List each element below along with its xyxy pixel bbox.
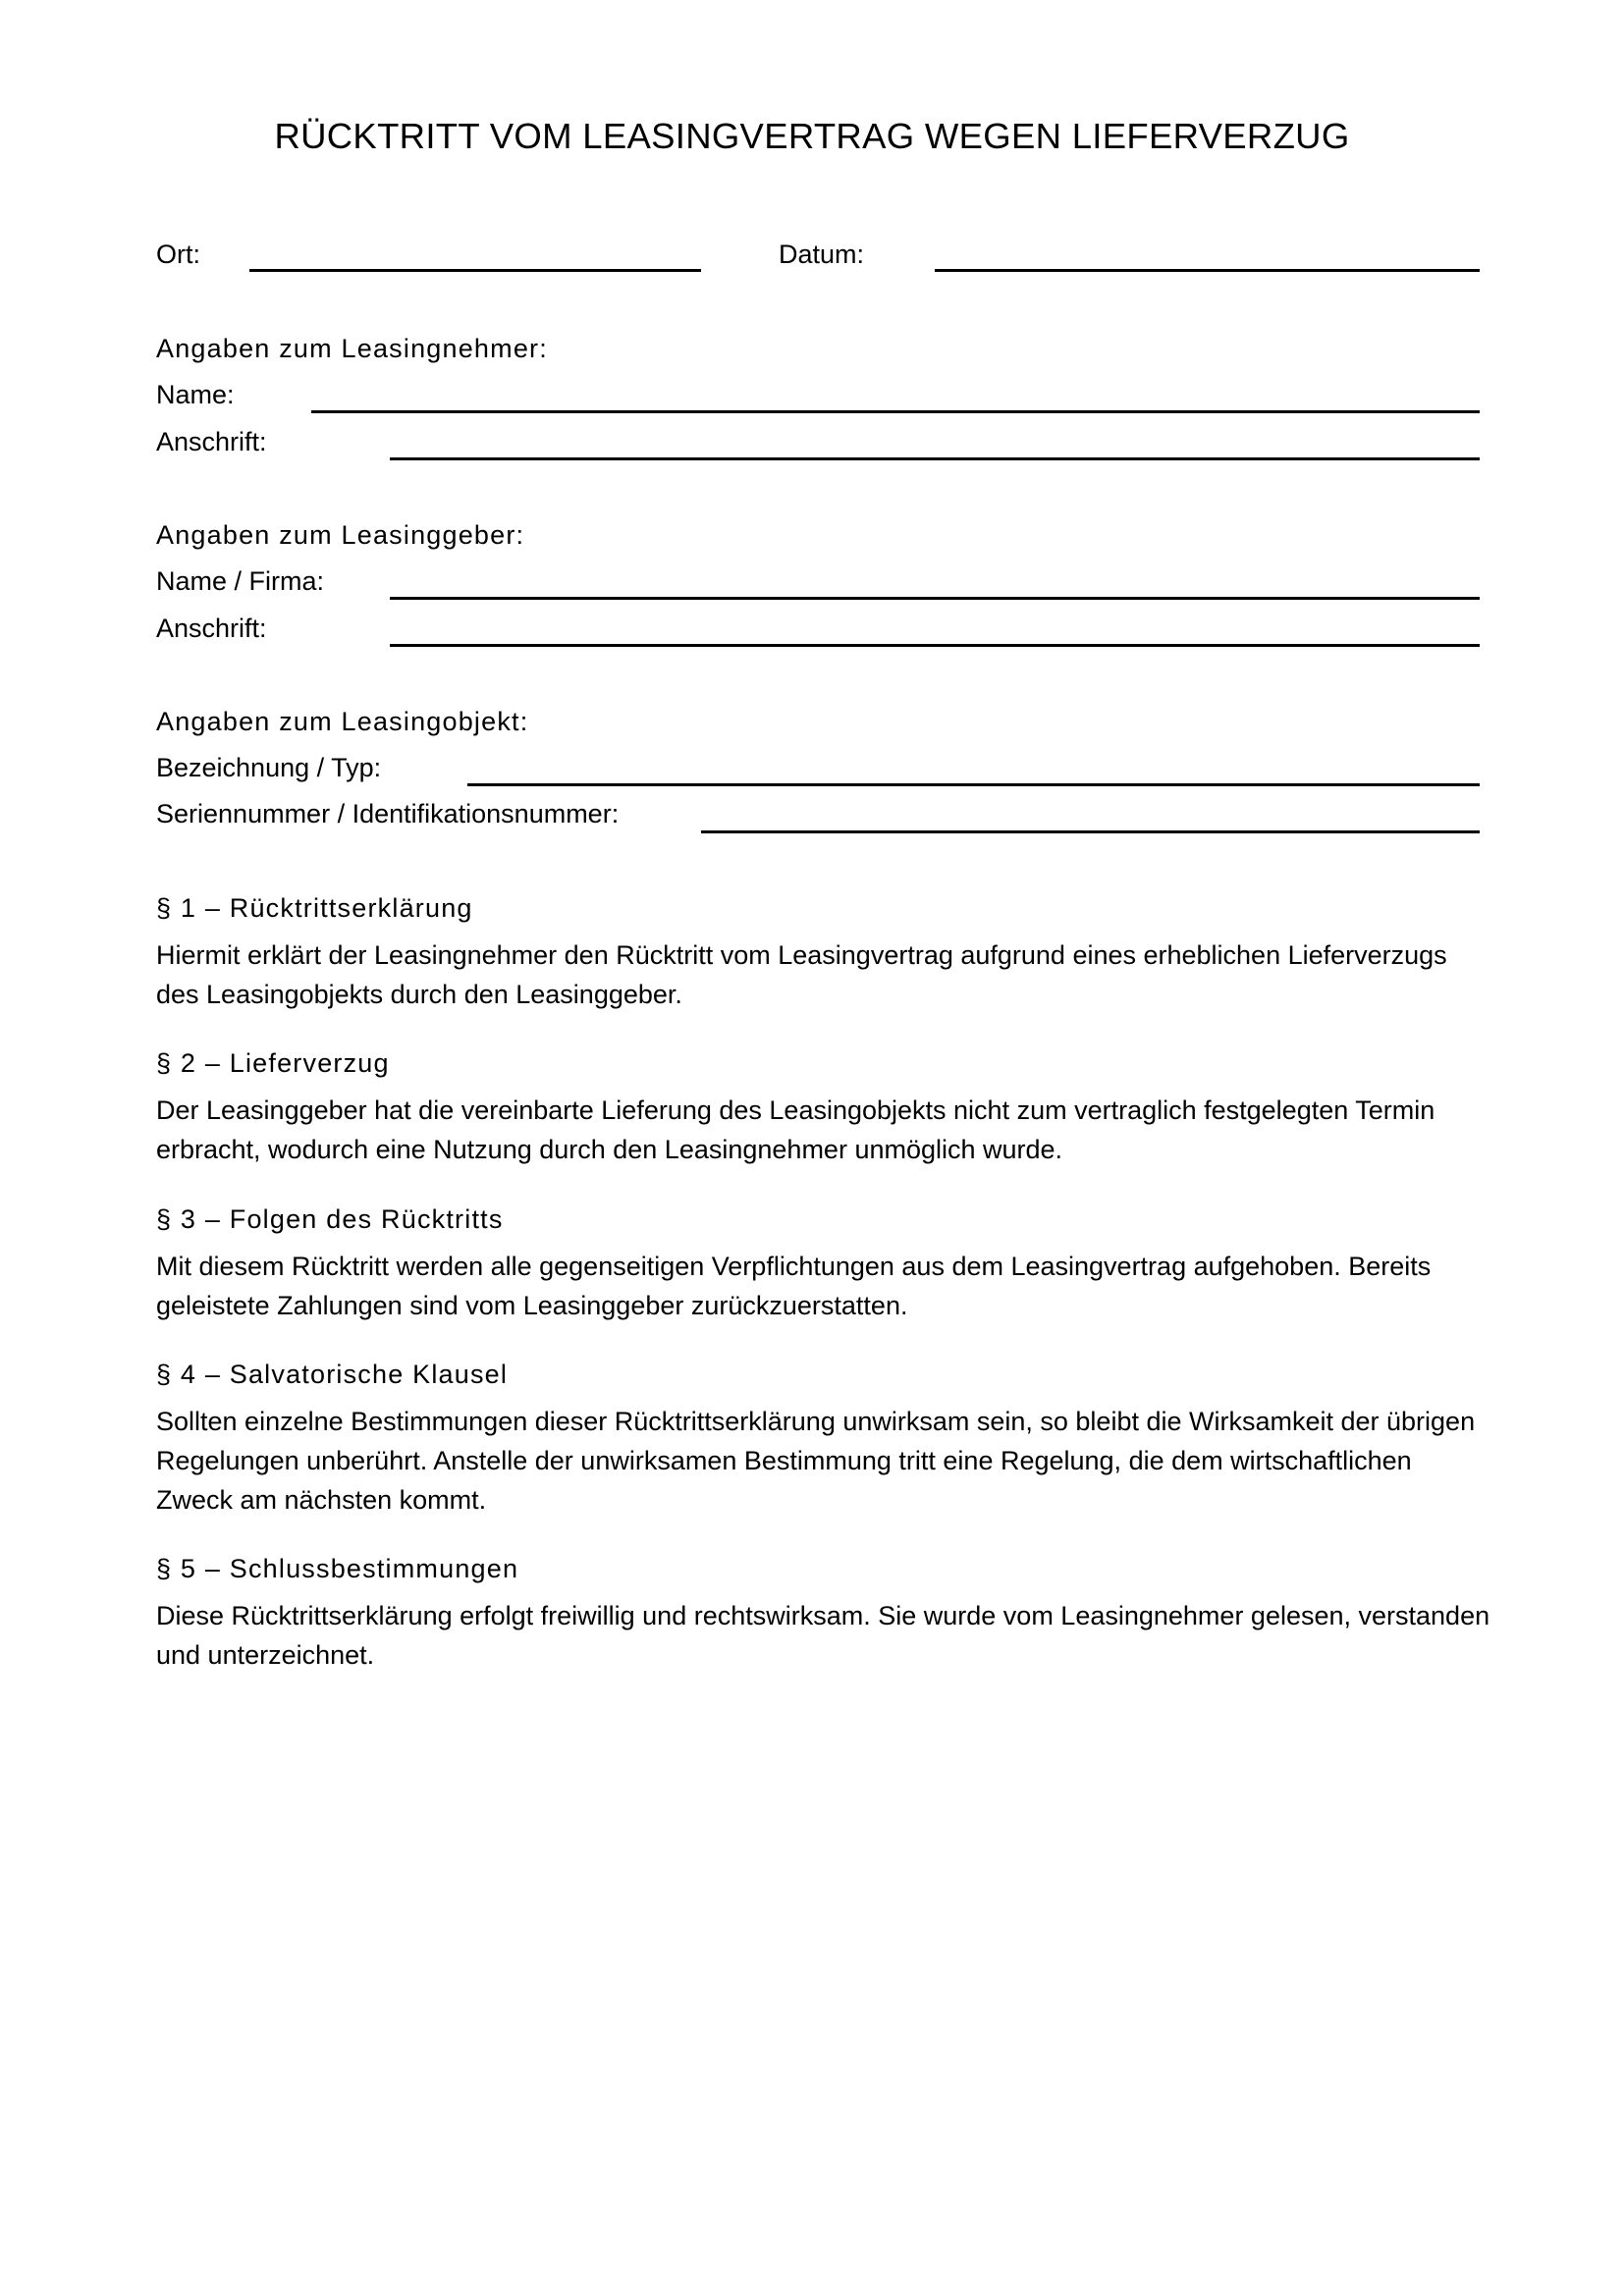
section-5-text: Diese Rücktrittserklärung erfolgt freiwillig und rechtswirksam. Sie wurde vom Leasingnehmer gelesen, verstanden und unterzeichnet. bbox=[156, 1601, 1490, 1670]
leasinggeber-name-label: Name / Firma: bbox=[156, 566, 325, 596]
section-3-heading: § 3 – Folgen des Rücktritts bbox=[156, 1204, 504, 1234]
ort-field-line[interactable] bbox=[249, 269, 701, 272]
section-1-heading: § 1 – Rücktrittserklärung bbox=[156, 893, 473, 923]
ort-label: Ort: bbox=[156, 240, 200, 269]
section-4-text: Sollten einzelne Bestimmungen dieser Rücktrittserklärung unwirksam sein, so bleibt die Wirksamkeit der übrigen Regelungen unberührt. Anstelle der unwirksamen Bestimmung tritt eine Regelung, die dem wirtschaftlichen Zweck am nächsten kommt. bbox=[156, 1407, 1476, 1515]
leasingnehmer-anschrift-label: Anschrift: bbox=[156, 427, 267, 456]
leasingnehmer-heading: Angaben zum Leasingnehmer: bbox=[156, 334, 548, 363]
leasingnehmer-anschrift-line[interactable] bbox=[390, 457, 1480, 460]
leasinggeber-anschrift-label: Anschrift: bbox=[156, 614, 267, 643]
leasinggeber-name-line[interactable] bbox=[390, 597, 1480, 600]
datum-field-line[interactable] bbox=[935, 269, 1480, 272]
section-3-text: Mit diesem Rücktritt werden alle gegenseitigen Verpflichtungen aus dem Leasingvertrag aufgehoben. Bereits geleistete Zahlungen sind vom Leasinggeber zurückzuerstatten. bbox=[156, 1252, 1432, 1320]
seriennummer-label: Seriennummer / Identifikationsnummer: bbox=[156, 799, 620, 828]
section-2-heading: § 2 – Lieferverzug bbox=[156, 1048, 390, 1078]
section-2-text: Der Leasinggeber hat die vereinbarte Lieferung des Leasingobjekts nicht zum vertraglich festgelegten Termin erbracht, wodurch eine Nutzung durch den Leasingnehmer unmöglich wurde. bbox=[156, 1095, 1435, 1164]
section-4-heading: § 4 – Salvatorische Klausel bbox=[156, 1360, 509, 1389]
leasingnehmer-name-label: Name: bbox=[156, 380, 235, 409]
section-5-heading: § 5 – Schlussbestimmungen bbox=[156, 1554, 519, 1583]
document-title: RÜCKTRITT VOM LEASINGVERTRAG WEGEN LIEFERVERZUG bbox=[274, 116, 1350, 156]
leasingobjekt-heading: Angaben zum Leasingobjekt: bbox=[156, 707, 529, 736]
bezeichnung-label: Bezeichnung / Typ: bbox=[156, 753, 382, 782]
leasinggeber-anschrift-line[interactable] bbox=[390, 644, 1480, 647]
leasingnehmer-name-line[interactable] bbox=[311, 410, 1480, 413]
datum-label: Datum: bbox=[779, 240, 865, 269]
seriennummer-line[interactable] bbox=[701, 830, 1480, 833]
bezeichnung-line[interactable] bbox=[467, 783, 1480, 786]
section-1-text: Hiermit erklärt der Leasingnehmer den Rücktritt vom Leasingvertrag aufgrund eines erheblichen Lieferverzugs des Leasingobjekts durch den Leasinggeber. bbox=[156, 940, 1447, 1009]
leasinggeber-heading: Angaben zum Leasinggeber: bbox=[156, 520, 525, 550]
